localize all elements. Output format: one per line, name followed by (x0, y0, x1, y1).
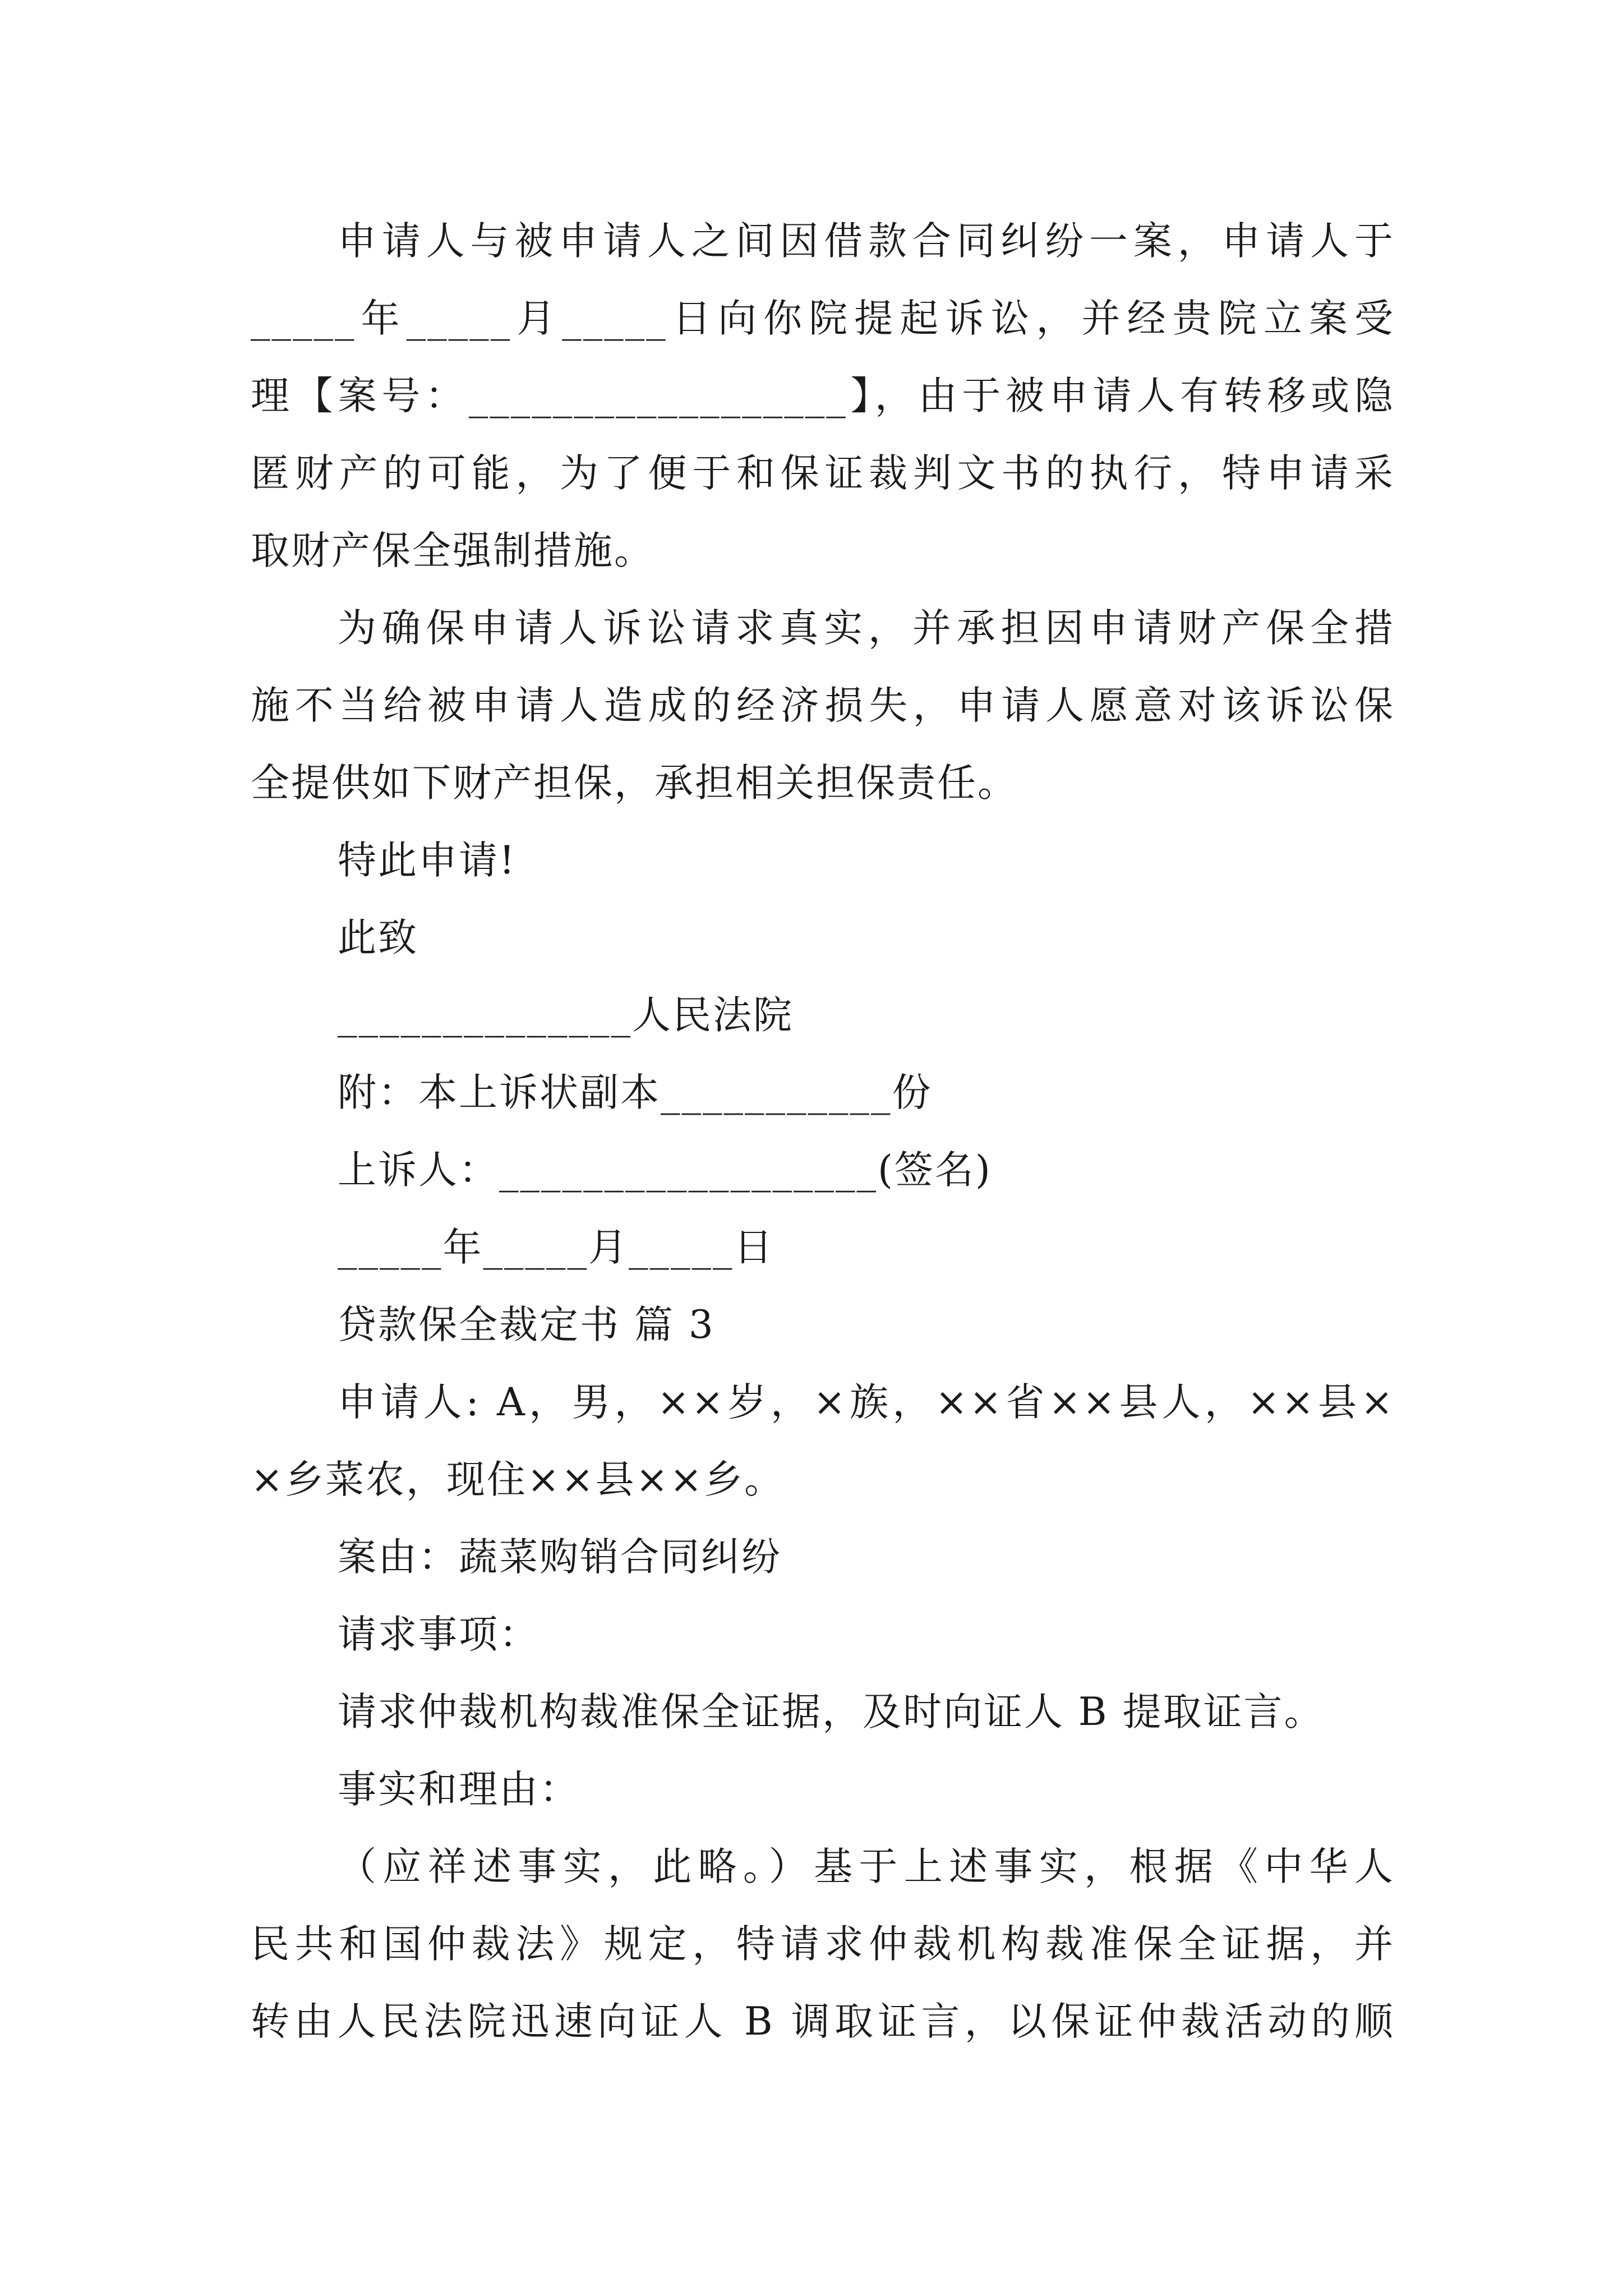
paragraph-line: 申请人与被申请人之间因借款合同纠纷一案，申请人于 (338, 219, 1395, 264)
court-line: ______________人民法院 (338, 993, 794, 1038)
paragraph-line: 事实和理由： (338, 1767, 580, 1812)
paragraph-line: 施不当给被申请人造成的经济损失，申请人愿意对该诉讼保 (251, 683, 1395, 728)
salutation-line: 此致 (338, 915, 418, 960)
paragraph-line: 请求事项： (338, 1612, 540, 1657)
paragraph-line: 申请人: A，男，××岁，×族，××省××县人，××县× (338, 1380, 1395, 1425)
paragraph-line: 理【案号：__________________】，由于被申请人有转移或隐 (251, 374, 1395, 418)
attachment-line: 附：本上诉状副本___________份 (338, 1070, 933, 1115)
paragraph-line: _____年_____月_____日向你院提起诉讼，并经贵院立案受 (251, 296, 1395, 341)
signature-line: 上诉人：__________________(签名) (338, 1148, 992, 1193)
paragraph-line: 案由：蔬菜购销合同纠纷 (338, 1535, 782, 1580)
date-line: _____年_____月_____日 (338, 1225, 774, 1270)
paragraph-line: 全提供如下财产担保，承担相关担保责任。 (251, 761, 1018, 806)
paragraph-line: 匿财产的可能，为了便于和保证裁判文书的执行，特申请采 (251, 451, 1395, 496)
paragraph-line: （应祥述事实，此略。）基于上述事实，根据《中华人 (338, 1844, 1395, 1889)
paragraph-line: 转由人民法院迅速向证人 B 调取证言，以保证仲裁活动的顺 (251, 1999, 1395, 2044)
paragraph-line: 取财产保全强制措施。 (251, 528, 654, 573)
paragraph-line: 请求仲裁机构裁准保全证据，及时向证人 B 提取证言。 (338, 1690, 1325, 1734)
paragraph-line: ×乡菜农，现住××县××乡。 (251, 1457, 785, 1502)
paragraph-line: 为确保申请人诉讼请求真实，并承担因申请财产保全措 (338, 606, 1395, 651)
paragraph-line: 民共和国仲裁法》规定，特请求仲裁机构裁准保全证据，并 (251, 1922, 1395, 1967)
section-title: 贷款保全裁定书 篇 3 (338, 1303, 715, 1347)
closing-line: 特此申请! (338, 838, 517, 883)
